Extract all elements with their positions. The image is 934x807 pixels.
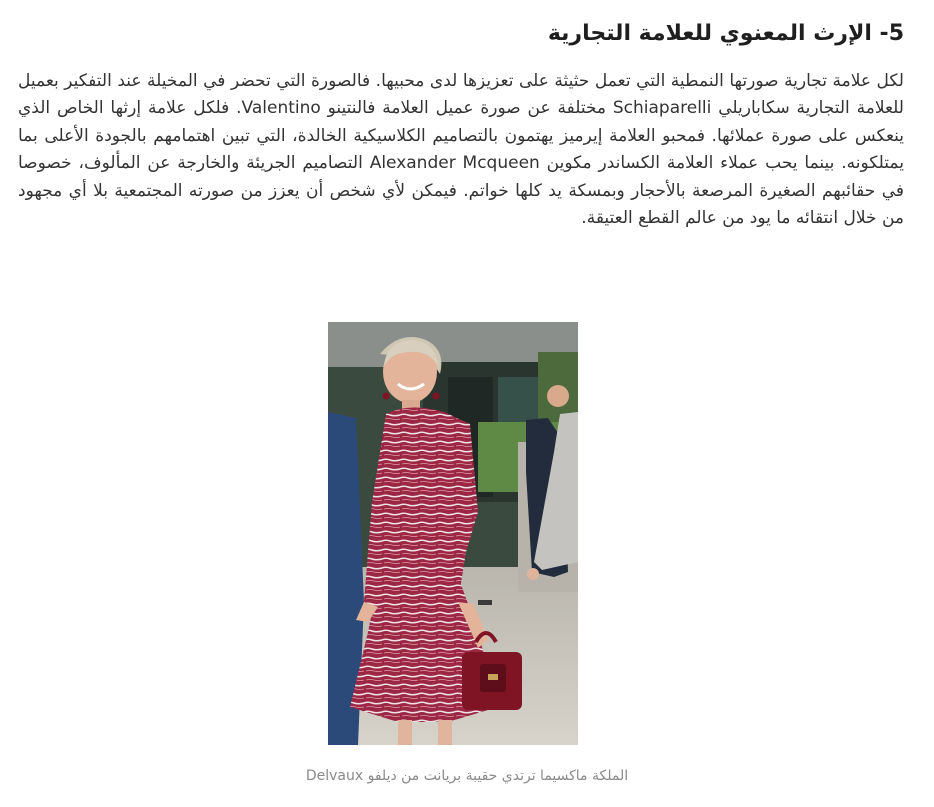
- article-paragraph: لكل علامة تجارية صورتها النمطية التي تعمل حثيثة على تعزيزها لدى محبيها. فالصورة التي تحضر في المخيلة عند التفكير بعميل للعلامة التجارية سكاباريلي Schiaparelli مختلفة عن صورة عميل العلامة فالنتينو Valentino. فلكل علامة إرثها الخاص الذي ينعكس على صورة عملائها. فمحبو العلامة إيرميز يهتمون بالتصاميم الكلاسيكية الخالدة، التي تبين اهتمامهم بالجودة الأعلى بما يمتلكونه. بينما يحب عملاء العلامة الكساندر مكوين Alexander Mcqueen التصاميم الجريئة والخارجة عن المألوف، خصوصا في حقائبهم الصغيرة المرصعة بالأحجار وبمسكة يد كلها خواتم. فيمكن لأي شخص أن يعزز من صورته المجتمعية بلا أي مجهود من خلال انتقائه ما يود من عالم القطع العتيقة.: [18, 71, 904, 229]
- article-figure: [328, 322, 578, 745]
- section-heading: 5- الإرث المعنوي للعلامة التجارية: [547, 21, 904, 46]
- figure-caption: الملكة ماكسيما ترتدي حقيبة بريانت من ديلفو Delvaux: [305, 768, 629, 784]
- article: [18, 14, 904, 232]
- queen-maxima-photo: [328, 322, 578, 745]
